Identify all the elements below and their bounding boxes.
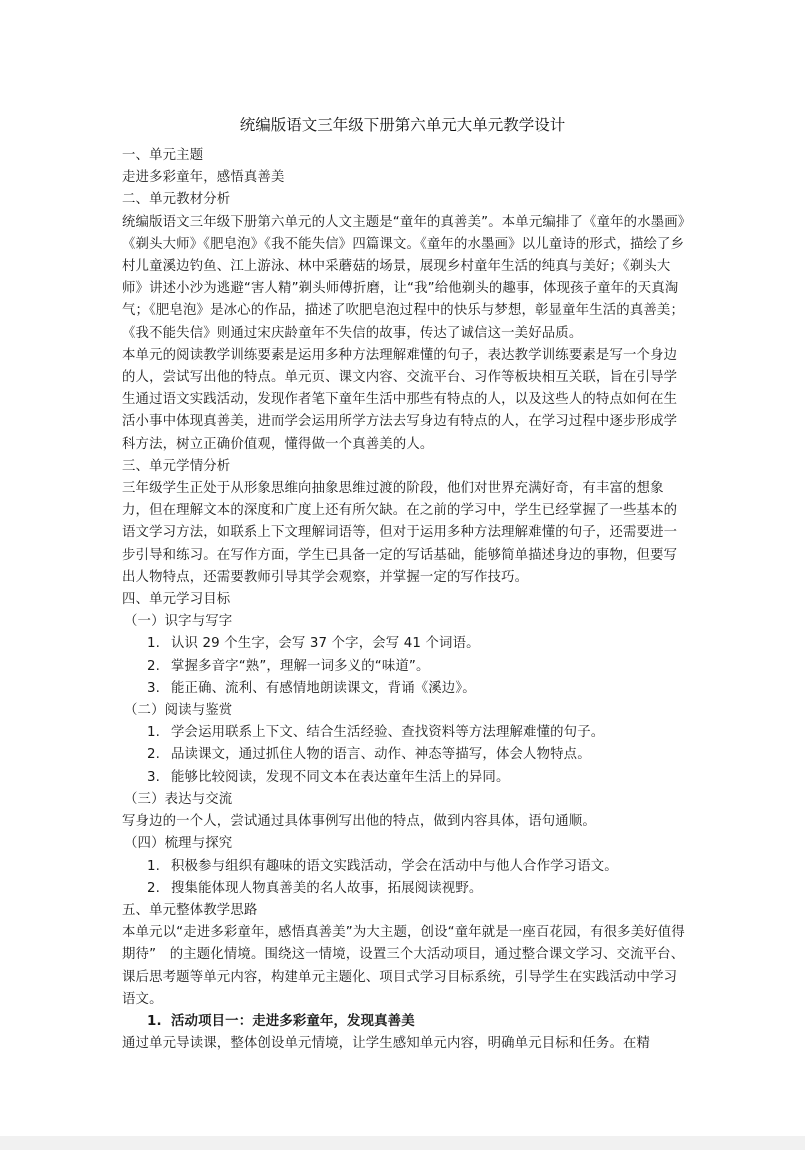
activity-paragraph: 通过单元导读课，整体创设单元情境，让学生感知单元内容，明确单元目标和任务。在精 bbox=[122, 1036, 651, 1052]
list-text: 搜集能体现人物真善美的名人故事，拓展阅读视野。 bbox=[171, 880, 483, 896]
list-item bbox=[122, 722, 688, 744]
goal-heading-expression: （三）表达与交流 bbox=[124, 791, 233, 807]
list-text: 能正确、流利、有感情地朗读课文，背诵《溪边》。 bbox=[171, 680, 476, 696]
list-item bbox=[122, 856, 688, 878]
activity-title: 活动项目一：走进多彩童年，发现真善美 bbox=[171, 1013, 415, 1029]
list-number: 1. bbox=[147, 725, 161, 741]
list-text: 积极参与组织有趣味的语文实践活动，学会在活动中与他人合作学习语文。 bbox=[171, 858, 618, 874]
section-heading-material: 二、单元教材分析 bbox=[122, 192, 231, 208]
list-number: 2. bbox=[147, 658, 161, 674]
list-text: 能够比较阅读，发现不同文本在表达童年生活上的异同。 bbox=[171, 769, 510, 785]
section-heading-goals: 四、单元学习目标 bbox=[122, 592, 231, 608]
activity-number: 1. bbox=[147, 1013, 162, 1029]
material-paragraph-2: 本单元的阅读教学训练要素是运用多种方法理解难懂的句子，表达教学训练要素是写一个身边的人，尝试写出他的特点。单元页、课文内容、交流平台、习作等板块相互关联，旨在引导学生通过语文实践活动，发现作者笔下童年生活中那些有特点的人，以及这些人的特点如何在生活小事中体现真善美，进而学会运用所学方法去写身边有特点的人，在学习过程中逐步形成学科方法，树立正确价值观，懂得做一个真善美的人。 bbox=[122, 347, 678, 452]
section-heading-theme: 一、单元主题 bbox=[122, 148, 204, 163]
list-number: 1. bbox=[147, 636, 161, 652]
list-item bbox=[122, 878, 688, 900]
list-item bbox=[122, 767, 688, 789]
learner-paragraph: 三年级学生正处于从形象思维向抽象思维过渡的阶段，他们对世界充满好奇，有丰富的想象力，但在理解文本的深度和广度上还有所欠缺。在之前的学习中，学生已经掌握了一些基本的语文学习方法，如联系上下文理解词语等，但对于运用多种方法理解难懂的句子，还需要进一步引导和练习。在写作方面，学生已具备一定的写话基础，能够简单描述身边的事物，但要写出人物特点，还需要教师引导其学会观察，并掌握一定的写作技巧。 bbox=[122, 481, 678, 585]
approach-paragraph: 本单元以“走进多彩童年，感悟真善美”为大主题，创设“童年就是一座百花园，有很多美好值得期待” 的主题化情境。围绕这一情境，设置三个大活动项目，通过整合课文学习、交流平台、课后思考题等单元内容，构建单元主题化、项目式学习目标系统，引导学生在实践活动中学习语文。 bbox=[122, 925, 685, 1007]
material-paragraph-1: 统编版语文三年级下册第六单元的人文主题是“童年的真善美”。本单元编排了《童年的水墨画》《剃头大师》《肥皂泡》《我不能失信》四篇课文。《童年的水墨画》以儿童诗的形式，描绘了乡村儿童溪边钓鱼、江上游泳、林中采蘑菇的场景，展现乡村童年生活的纯真与美好；《剃头大师》讲述小沙为逃避“害人精”剃头师傅折磨，让“我”给他剃头的趣事，体现孩子童年的天真淘气；《肥皂泡》是冰心的作品，描述了吹肥皂泡过程中的快乐与梦想，彰显童年生活的真善美；《我不能失信》则通过宋庆龄童年不失信的故事，传达了诚信这一美好品质。 bbox=[122, 214, 685, 341]
section-heading-approach: 五、单元整体教学思路 bbox=[122, 902, 258, 918]
goal-heading-literacy: （一）识字与写字 bbox=[124, 614, 233, 630]
goal-heading-reading: （二）阅读与鉴赏 bbox=[124, 703, 233, 719]
theme-text: 走进多彩童年，感悟真善美 bbox=[122, 170, 285, 186]
goal-heading-inquiry: （四）梳理与探究 bbox=[124, 836, 233, 852]
list-text: 掌握多音字“熟”，理解一词多义的“味道”。 bbox=[171, 658, 430, 674]
list-number: 1. bbox=[147, 858, 161, 874]
list-number: 2. bbox=[147, 880, 161, 896]
page-bottom-margin bbox=[0, 1136, 805, 1150]
activity-heading bbox=[122, 1011, 688, 1033]
list-text: 学会运用联系上下文、结合生活经验、查找资料等方法理解难懂的句子。 bbox=[171, 725, 605, 741]
list-number: 2. bbox=[147, 747, 161, 763]
list-number: 3. bbox=[147, 680, 161, 696]
expression-text: 写身边的一个人，尝试通过具体事例写出他的特点，做到内容具体，语句通顺。 bbox=[122, 814, 596, 830]
list-item bbox=[122, 744, 688, 766]
list-item bbox=[122, 633, 688, 655]
document-body bbox=[122, 145, 688, 1055]
list-text: 品读课文，通过抓住人物的语言、动作、神态等描写，体会人物特点。 bbox=[171, 747, 591, 763]
section-heading-learner: 三、单元学情分析 bbox=[122, 458, 231, 474]
document-title: 统编版语文三年级下册第六单元大单元教学设计 bbox=[239, 116, 566, 134]
list-number: 3. bbox=[147, 769, 161, 785]
list-item bbox=[122, 656, 688, 678]
list-text: 认识 29 个生字，会写 37 个字，会写 41 个词语。 bbox=[171, 636, 480, 652]
list-item bbox=[122, 678, 688, 700]
